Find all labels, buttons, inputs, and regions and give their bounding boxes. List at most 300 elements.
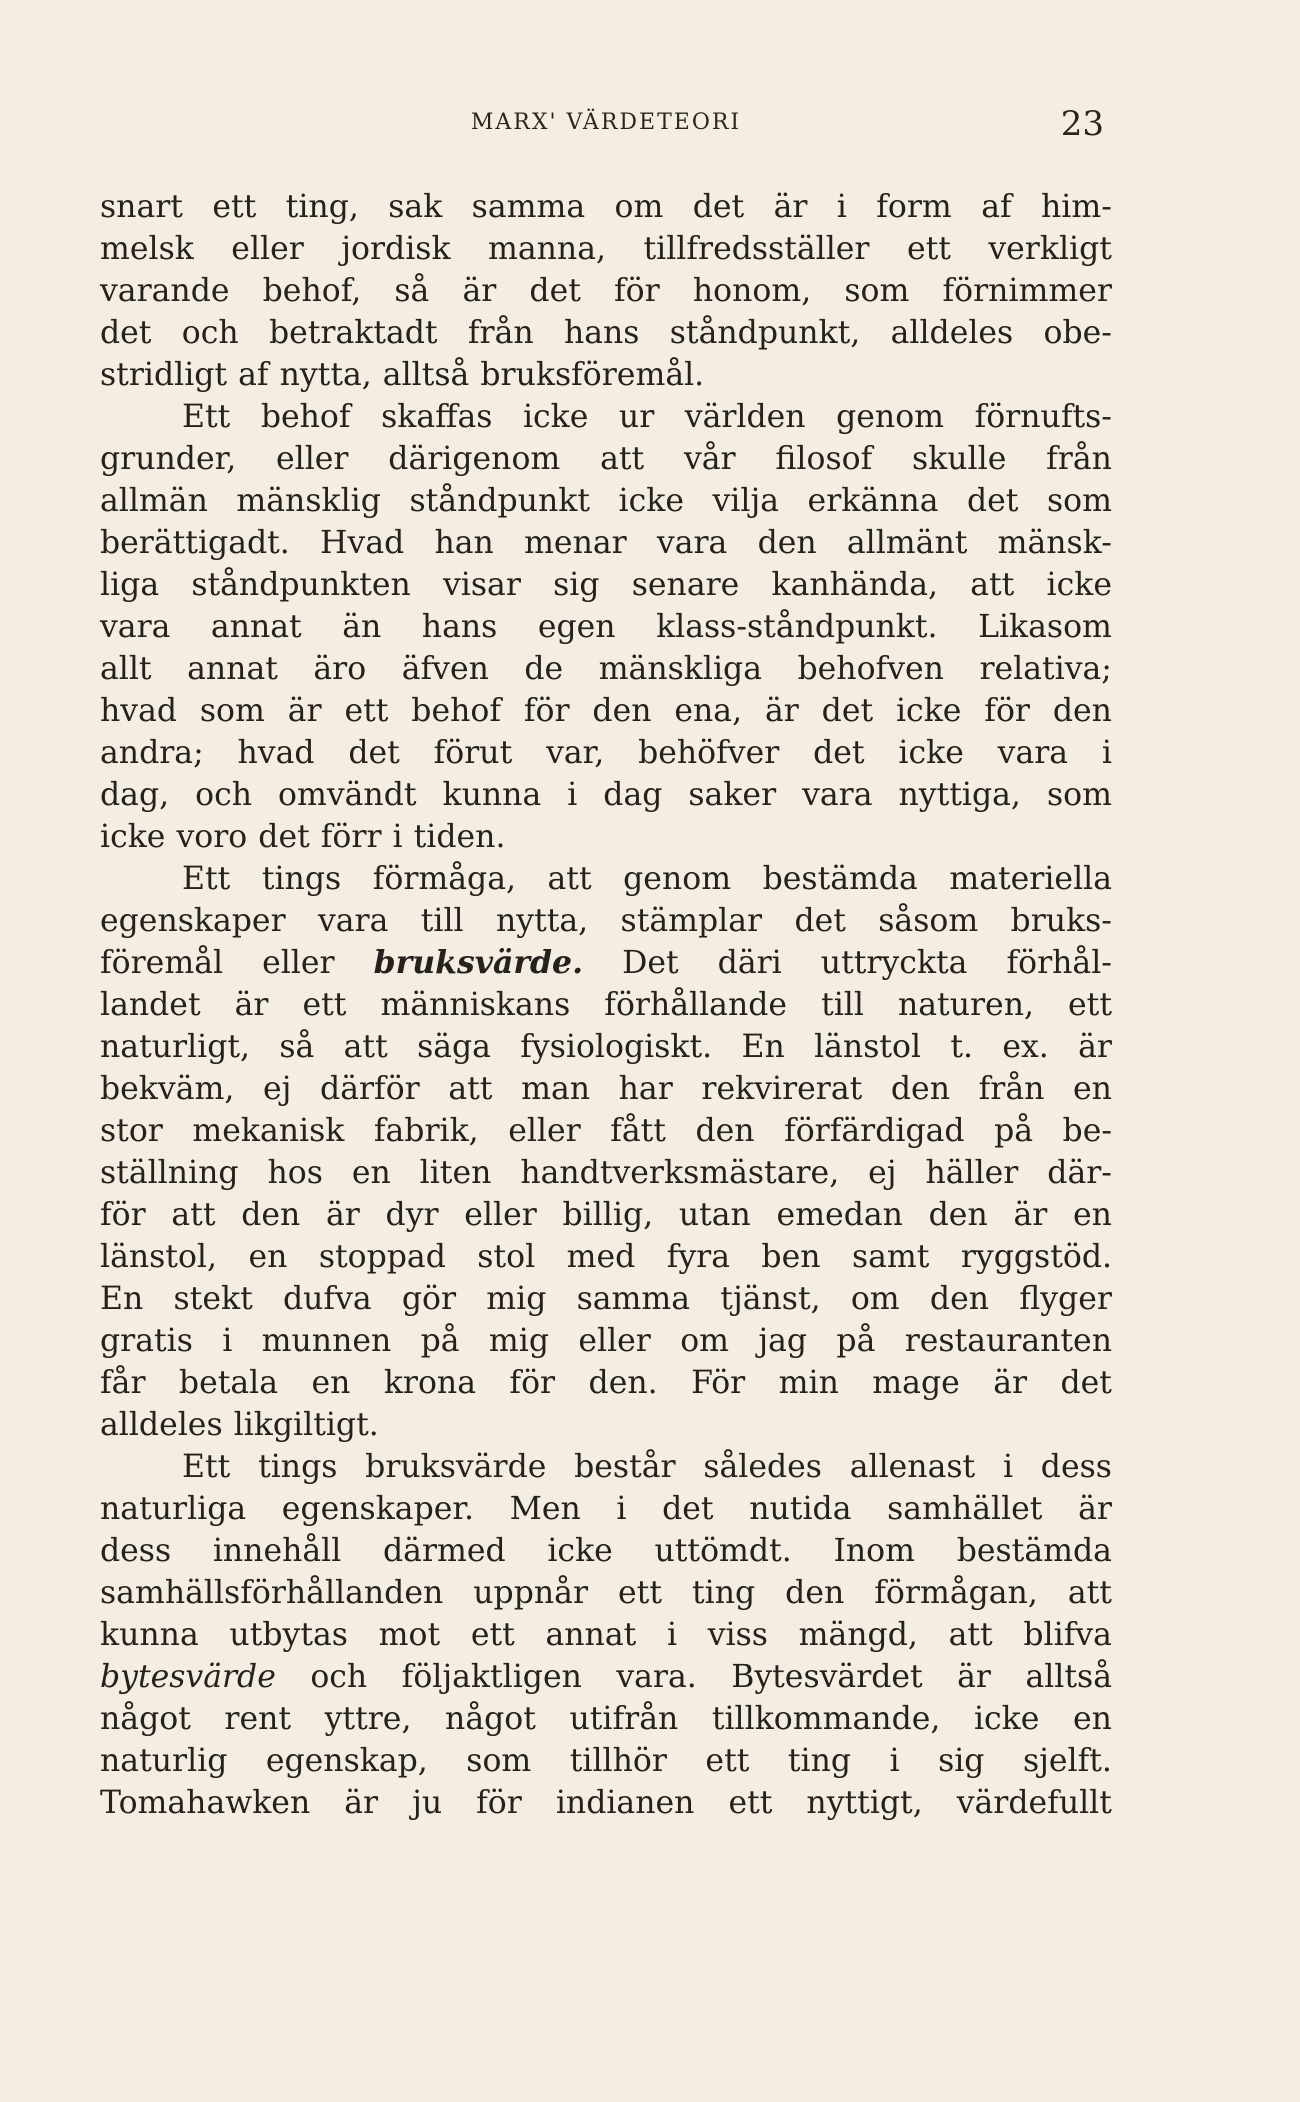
text-line bbox=[100, 396, 1112, 438]
word: i bbox=[392, 819, 403, 855]
word: världen bbox=[684, 399, 806, 435]
word: ett bbox=[1068, 987, 1112, 1023]
word: alltså bbox=[382, 357, 470, 393]
word: egen bbox=[537, 609, 616, 645]
word: behöfver bbox=[638, 735, 780, 771]
word: flyger bbox=[1019, 1281, 1112, 1317]
word: ett bbox=[906, 231, 951, 267]
word: äfven bbox=[401, 651, 489, 687]
body-text bbox=[100, 186, 1112, 1824]
text-line bbox=[100, 942, 1112, 984]
text-line bbox=[100, 1614, 1112, 1656]
word: fyra bbox=[666, 1239, 730, 1275]
word: får bbox=[100, 1365, 146, 1401]
word: som bbox=[1046, 777, 1112, 813]
word: än bbox=[342, 609, 382, 645]
word: vara bbox=[100, 609, 171, 645]
word: krona bbox=[383, 1365, 476, 1401]
word: hans bbox=[563, 315, 640, 351]
running-title: MARX' VÄRDETEORI bbox=[470, 110, 742, 135]
text-line bbox=[100, 1110, 1112, 1152]
word: det bbox=[821, 693, 874, 729]
word: indianen bbox=[555, 1785, 695, 1821]
word: stridligt bbox=[100, 357, 228, 393]
word: sak bbox=[388, 189, 443, 225]
word: icke bbox=[547, 1533, 613, 1569]
word: därigenom bbox=[388, 441, 561, 477]
word: eller bbox=[276, 441, 349, 477]
word: det bbox=[258, 819, 310, 855]
word: ståndpunkt, bbox=[669, 315, 861, 351]
word: i bbox=[889, 1743, 900, 1779]
word: länstol bbox=[814, 1029, 922, 1065]
word: manna, bbox=[487, 231, 607, 267]
word: samhället bbox=[887, 1491, 1043, 1527]
word: relativa; bbox=[979, 651, 1112, 687]
word: verkligt bbox=[988, 231, 1112, 267]
word: tillfredsställer bbox=[643, 231, 870, 267]
word: Ett bbox=[182, 861, 231, 897]
word: klass-ståndpunkt. bbox=[656, 609, 938, 645]
word: varande bbox=[100, 273, 230, 309]
word: be- bbox=[1062, 1113, 1112, 1149]
word: dufva bbox=[282, 1281, 372, 1317]
word: betala bbox=[178, 1365, 279, 1401]
word: ett bbox=[470, 1617, 515, 1653]
word: naturen, bbox=[897, 987, 1034, 1023]
word: ett bbox=[618, 1575, 662, 1611]
word: ett bbox=[212, 189, 257, 225]
word: ena, bbox=[674, 693, 743, 729]
word: därmed bbox=[383, 1533, 506, 1569]
word: annat bbox=[545, 1617, 637, 1653]
word: där- bbox=[1047, 1155, 1112, 1191]
word: vara. bbox=[616, 1659, 697, 1695]
word: jordisk bbox=[341, 231, 451, 267]
word: i bbox=[616, 1491, 627, 1527]
word: den bbox=[785, 1575, 845, 1611]
word: i bbox=[222, 1323, 233, 1359]
word: dag bbox=[603, 777, 663, 813]
word: och bbox=[310, 1659, 368, 1695]
text-line bbox=[100, 1530, 1112, 1572]
word: alldeles bbox=[890, 315, 1014, 351]
word: om bbox=[614, 189, 664, 225]
word: består bbox=[574, 1449, 676, 1485]
word: att bbox=[600, 441, 645, 477]
word: omvändt bbox=[278, 777, 417, 813]
word: den bbox=[929, 1281, 989, 1317]
word: en bbox=[311, 1365, 351, 1401]
word: vår bbox=[683, 441, 736, 477]
word: förmåga, bbox=[372, 861, 516, 897]
word: blifva bbox=[1023, 1617, 1112, 1653]
word: sig bbox=[938, 1743, 985, 1779]
word: det bbox=[692, 189, 745, 225]
word: Likasom bbox=[978, 609, 1112, 645]
word: samma bbox=[471, 189, 586, 225]
word: icke bbox=[100, 819, 166, 855]
text-line bbox=[100, 522, 1112, 564]
word: följaktligen bbox=[401, 1659, 582, 1695]
word: ryggstöd. bbox=[960, 1239, 1112, 1275]
word: hos bbox=[267, 1155, 323, 1191]
word: fabrik, bbox=[373, 1113, 479, 1149]
word: är bbox=[344, 1785, 379, 1821]
text-line bbox=[100, 1572, 1112, 1614]
word: af bbox=[238, 357, 269, 393]
word: äro bbox=[313, 651, 367, 687]
word: utifrån bbox=[569, 1701, 679, 1737]
word: häller bbox=[925, 1155, 1019, 1191]
word: sjelft. bbox=[1022, 1743, 1112, 1779]
word: gör bbox=[401, 1281, 457, 1317]
word: för bbox=[509, 1365, 556, 1401]
word: den bbox=[757, 525, 817, 561]
word: Hvad bbox=[320, 525, 405, 561]
word: behofven bbox=[797, 651, 944, 687]
word: det bbox=[1060, 1365, 1112, 1401]
word: snart bbox=[100, 189, 183, 225]
text-line bbox=[100, 186, 1112, 228]
word: tings bbox=[258, 1449, 338, 1485]
word: och bbox=[195, 777, 253, 813]
word: att bbox=[547, 861, 592, 897]
text-line bbox=[100, 1656, 1112, 1698]
word: Men bbox=[509, 1491, 581, 1527]
word: mot bbox=[378, 1617, 441, 1653]
word: var, bbox=[546, 735, 605, 771]
word: bruks- bbox=[1010, 903, 1112, 939]
word: kunna bbox=[100, 1617, 199, 1653]
word: icke bbox=[898, 735, 964, 771]
word: om bbox=[680, 1323, 730, 1359]
word: skulle bbox=[912, 441, 1007, 477]
word: nytta, bbox=[495, 903, 589, 939]
word: eller bbox=[464, 1197, 537, 1233]
word: bestämda bbox=[956, 1533, 1112, 1569]
word: för bbox=[984, 693, 1030, 729]
word: den bbox=[890, 1071, 950, 1107]
word: viss bbox=[707, 1617, 768, 1653]
word: hvad bbox=[237, 735, 315, 771]
word: icke bbox=[895, 693, 962, 729]
word: stekt bbox=[173, 1281, 253, 1317]
text-line bbox=[100, 606, 1112, 648]
word: genom bbox=[836, 399, 945, 435]
word: som bbox=[1047, 483, 1112, 519]
word: mängd, bbox=[798, 1617, 918, 1653]
text-line bbox=[100, 1236, 1112, 1278]
word: är bbox=[1013, 1197, 1048, 1233]
word: Bytesvärdet bbox=[731, 1659, 923, 1695]
word: honom, bbox=[692, 273, 812, 309]
word: ting bbox=[691, 1575, 756, 1611]
word: vara bbox=[997, 735, 1069, 771]
word: menar bbox=[524, 525, 627, 561]
word: mänsk- bbox=[997, 525, 1112, 561]
word: En bbox=[741, 1029, 785, 1065]
word: bytesvärde bbox=[100, 1659, 276, 1695]
word: en bbox=[248, 1239, 288, 1275]
word: samt bbox=[851, 1239, 930, 1275]
word: vara bbox=[656, 525, 728, 561]
text-line bbox=[100, 1152, 1112, 1194]
text-line bbox=[100, 312, 1112, 354]
word: ett bbox=[302, 987, 347, 1023]
word: kunna bbox=[442, 777, 542, 813]
word: förfärdigad bbox=[784, 1113, 965, 1149]
word: dess bbox=[100, 1533, 172, 1569]
word: nyttiga, bbox=[898, 777, 1021, 813]
word: bruksvärde bbox=[365, 1449, 547, 1485]
word: sig bbox=[553, 567, 600, 603]
word: uttömdt. bbox=[654, 1533, 792, 1569]
word: mig bbox=[488, 1323, 550, 1359]
word: grunder, bbox=[100, 441, 237, 477]
word: förut bbox=[433, 735, 513, 771]
word: förhållande bbox=[604, 987, 788, 1023]
word: att bbox=[970, 567, 1015, 603]
word: tjänst, bbox=[720, 1281, 821, 1317]
word: Det bbox=[622, 945, 679, 981]
text-line bbox=[100, 1782, 1112, 1824]
word: en bbox=[351, 1155, 391, 1191]
word: är bbox=[957, 1659, 991, 1695]
word: liten bbox=[419, 1155, 492, 1191]
word: det bbox=[813, 735, 865, 771]
word: däri bbox=[717, 945, 782, 981]
word: är bbox=[287, 693, 322, 729]
word: liga bbox=[100, 567, 160, 603]
word: nutida bbox=[749, 1491, 852, 1527]
word: ex. bbox=[1002, 1029, 1049, 1065]
word: den bbox=[695, 1113, 755, 1149]
word: stoppad bbox=[318, 1239, 446, 1275]
word: är bbox=[773, 189, 808, 225]
word: det bbox=[967, 483, 1019, 519]
word: mänskliga bbox=[598, 651, 762, 687]
word: form bbox=[876, 189, 952, 225]
word: skaffas bbox=[381, 399, 493, 435]
word: icke bbox=[1046, 567, 1112, 603]
word: den bbox=[928, 1197, 988, 1233]
text-line bbox=[100, 1404, 1112, 1446]
word: rekvirerat bbox=[701, 1071, 863, 1107]
word: att bbox=[448, 1071, 493, 1107]
word: med bbox=[566, 1239, 636, 1275]
word: ej bbox=[868, 1155, 897, 1191]
word: ståndpunkten bbox=[191, 567, 411, 603]
word: det bbox=[662, 1491, 714, 1527]
word: t. bbox=[950, 1029, 974, 1065]
word: eller bbox=[578, 1323, 651, 1359]
word: icke bbox=[973, 1701, 1040, 1737]
word: materiella bbox=[949, 861, 1112, 897]
word: mänsklig bbox=[236, 483, 381, 519]
word: att bbox=[171, 1197, 216, 1233]
word: länstol, bbox=[100, 1239, 218, 1275]
word: mig bbox=[486, 1281, 547, 1317]
word: egenskap, bbox=[265, 1743, 428, 1779]
word: Ett bbox=[182, 1449, 231, 1485]
word: är bbox=[1078, 1029, 1112, 1065]
word: uttryckta bbox=[820, 945, 968, 981]
word: att bbox=[343, 1029, 388, 1065]
word: så bbox=[279, 1029, 315, 1065]
word: senare bbox=[631, 567, 740, 603]
word: om bbox=[850, 1281, 900, 1317]
word: den bbox=[592, 693, 652, 729]
word: jag bbox=[758, 1323, 808, 1359]
word: samma bbox=[576, 1281, 691, 1317]
word: ett bbox=[344, 693, 389, 729]
text-line bbox=[100, 438, 1112, 480]
word: från bbox=[467, 315, 534, 351]
word: i bbox=[1101, 735, 1112, 771]
text-line bbox=[100, 1320, 1112, 1362]
word: på bbox=[836, 1323, 876, 1359]
word: en bbox=[1073, 1071, 1112, 1107]
word: kanhända, bbox=[771, 567, 938, 603]
text-line bbox=[100, 900, 1112, 942]
word: som bbox=[466, 1743, 532, 1779]
text-line bbox=[100, 690, 1112, 732]
word: hans bbox=[421, 609, 498, 645]
word: restauranten bbox=[904, 1323, 1112, 1359]
text-line bbox=[100, 228, 1112, 270]
word: det bbox=[348, 735, 400, 771]
word: annat bbox=[187, 651, 278, 687]
word: en bbox=[1072, 1197, 1112, 1233]
page-number: 23 bbox=[1060, 104, 1104, 144]
word: för bbox=[476, 1785, 522, 1821]
word: voro bbox=[176, 819, 248, 855]
word: den bbox=[241, 1197, 301, 1233]
word: eller bbox=[508, 1113, 581, 1149]
word: att bbox=[948, 1617, 993, 1653]
word: är bbox=[764, 693, 799, 729]
word: tillhör bbox=[569, 1743, 667, 1779]
word: behof, bbox=[262, 273, 362, 309]
word: på bbox=[994, 1113, 1034, 1149]
text-line bbox=[100, 1362, 1112, 1404]
word: hvad bbox=[100, 693, 178, 729]
word: så bbox=[394, 273, 430, 309]
word: till bbox=[420, 903, 464, 939]
word: allmän bbox=[100, 483, 208, 519]
word: utan bbox=[678, 1197, 751, 1233]
word: i bbox=[836, 189, 847, 225]
word: förnufts- bbox=[974, 399, 1112, 435]
word: ju bbox=[412, 1785, 443, 1821]
text-line bbox=[100, 648, 1112, 690]
page-header bbox=[96, 104, 1116, 144]
word: stor bbox=[100, 1113, 163, 1149]
word: visar bbox=[443, 567, 521, 603]
word: ställning bbox=[100, 1155, 239, 1191]
word: eller bbox=[262, 945, 335, 981]
word: förhål- bbox=[1006, 945, 1112, 981]
word: förnimmer bbox=[942, 273, 1112, 309]
word: fått bbox=[610, 1113, 666, 1149]
word: billig, bbox=[562, 1197, 654, 1233]
word: har bbox=[618, 1071, 673, 1107]
word: från bbox=[978, 1071, 1045, 1107]
word: ting, bbox=[285, 189, 359, 225]
word: filosof bbox=[775, 441, 873, 477]
word: icke bbox=[522, 399, 589, 435]
word: eller bbox=[231, 231, 304, 267]
word: rent bbox=[224, 1701, 292, 1737]
word: mage bbox=[872, 1365, 960, 1401]
word: allt bbox=[100, 651, 152, 687]
word: den bbox=[1052, 693, 1112, 729]
text-line bbox=[100, 270, 1112, 312]
word: de bbox=[524, 651, 564, 687]
word: från bbox=[1046, 441, 1112, 477]
word: tiden. bbox=[413, 819, 506, 855]
word: innehåll bbox=[212, 1533, 342, 1569]
word: obe- bbox=[1043, 315, 1112, 351]
word: tings bbox=[261, 861, 342, 897]
word: annat bbox=[210, 609, 302, 645]
word: munnen bbox=[261, 1323, 392, 1359]
word: För bbox=[691, 1365, 746, 1401]
word: emedan bbox=[776, 1197, 903, 1233]
word: af bbox=[981, 189, 1012, 225]
text-line bbox=[100, 1068, 1112, 1110]
word: förmågan, bbox=[874, 1575, 1038, 1611]
word: i bbox=[1002, 1449, 1014, 1485]
word: ur bbox=[618, 399, 655, 435]
text-line bbox=[100, 984, 1112, 1026]
text-line bbox=[100, 732, 1112, 774]
word: tillkommande, bbox=[711, 1701, 941, 1737]
word: en bbox=[1072, 1701, 1112, 1737]
word: nyttigt, bbox=[806, 1785, 923, 1821]
text-line bbox=[100, 1698, 1112, 1740]
word: den. bbox=[588, 1365, 658, 1401]
word: bruksföremål. bbox=[480, 357, 705, 393]
text-line bbox=[100, 816, 1112, 858]
word: naturlig bbox=[100, 1743, 228, 1779]
word: alldeles bbox=[100, 1407, 223, 1443]
word: därför bbox=[320, 1071, 420, 1107]
word: att bbox=[1067, 1575, 1112, 1611]
text-line bbox=[100, 1740, 1112, 1782]
word: i bbox=[666, 1617, 678, 1653]
word: vara bbox=[802, 777, 873, 813]
word: naturliga bbox=[100, 1491, 247, 1527]
word: Ett bbox=[182, 399, 231, 435]
word: erkänna bbox=[807, 483, 939, 519]
word: handtverksmästare, bbox=[520, 1155, 840, 1191]
word: något bbox=[445, 1701, 536, 1737]
word: allenast bbox=[849, 1449, 976, 1485]
word: bekväm, bbox=[100, 1071, 235, 1107]
word: dyr bbox=[385, 1197, 439, 1233]
word: melsk bbox=[100, 231, 194, 267]
word: behof bbox=[411, 693, 501, 729]
word: är bbox=[462, 273, 497, 309]
word: är bbox=[326, 1197, 360, 1233]
word: ett bbox=[728, 1785, 773, 1821]
word: föremål bbox=[100, 945, 224, 981]
word: En bbox=[100, 1281, 144, 1317]
text-line bbox=[100, 1194, 1112, 1236]
word: andra; bbox=[100, 735, 204, 771]
